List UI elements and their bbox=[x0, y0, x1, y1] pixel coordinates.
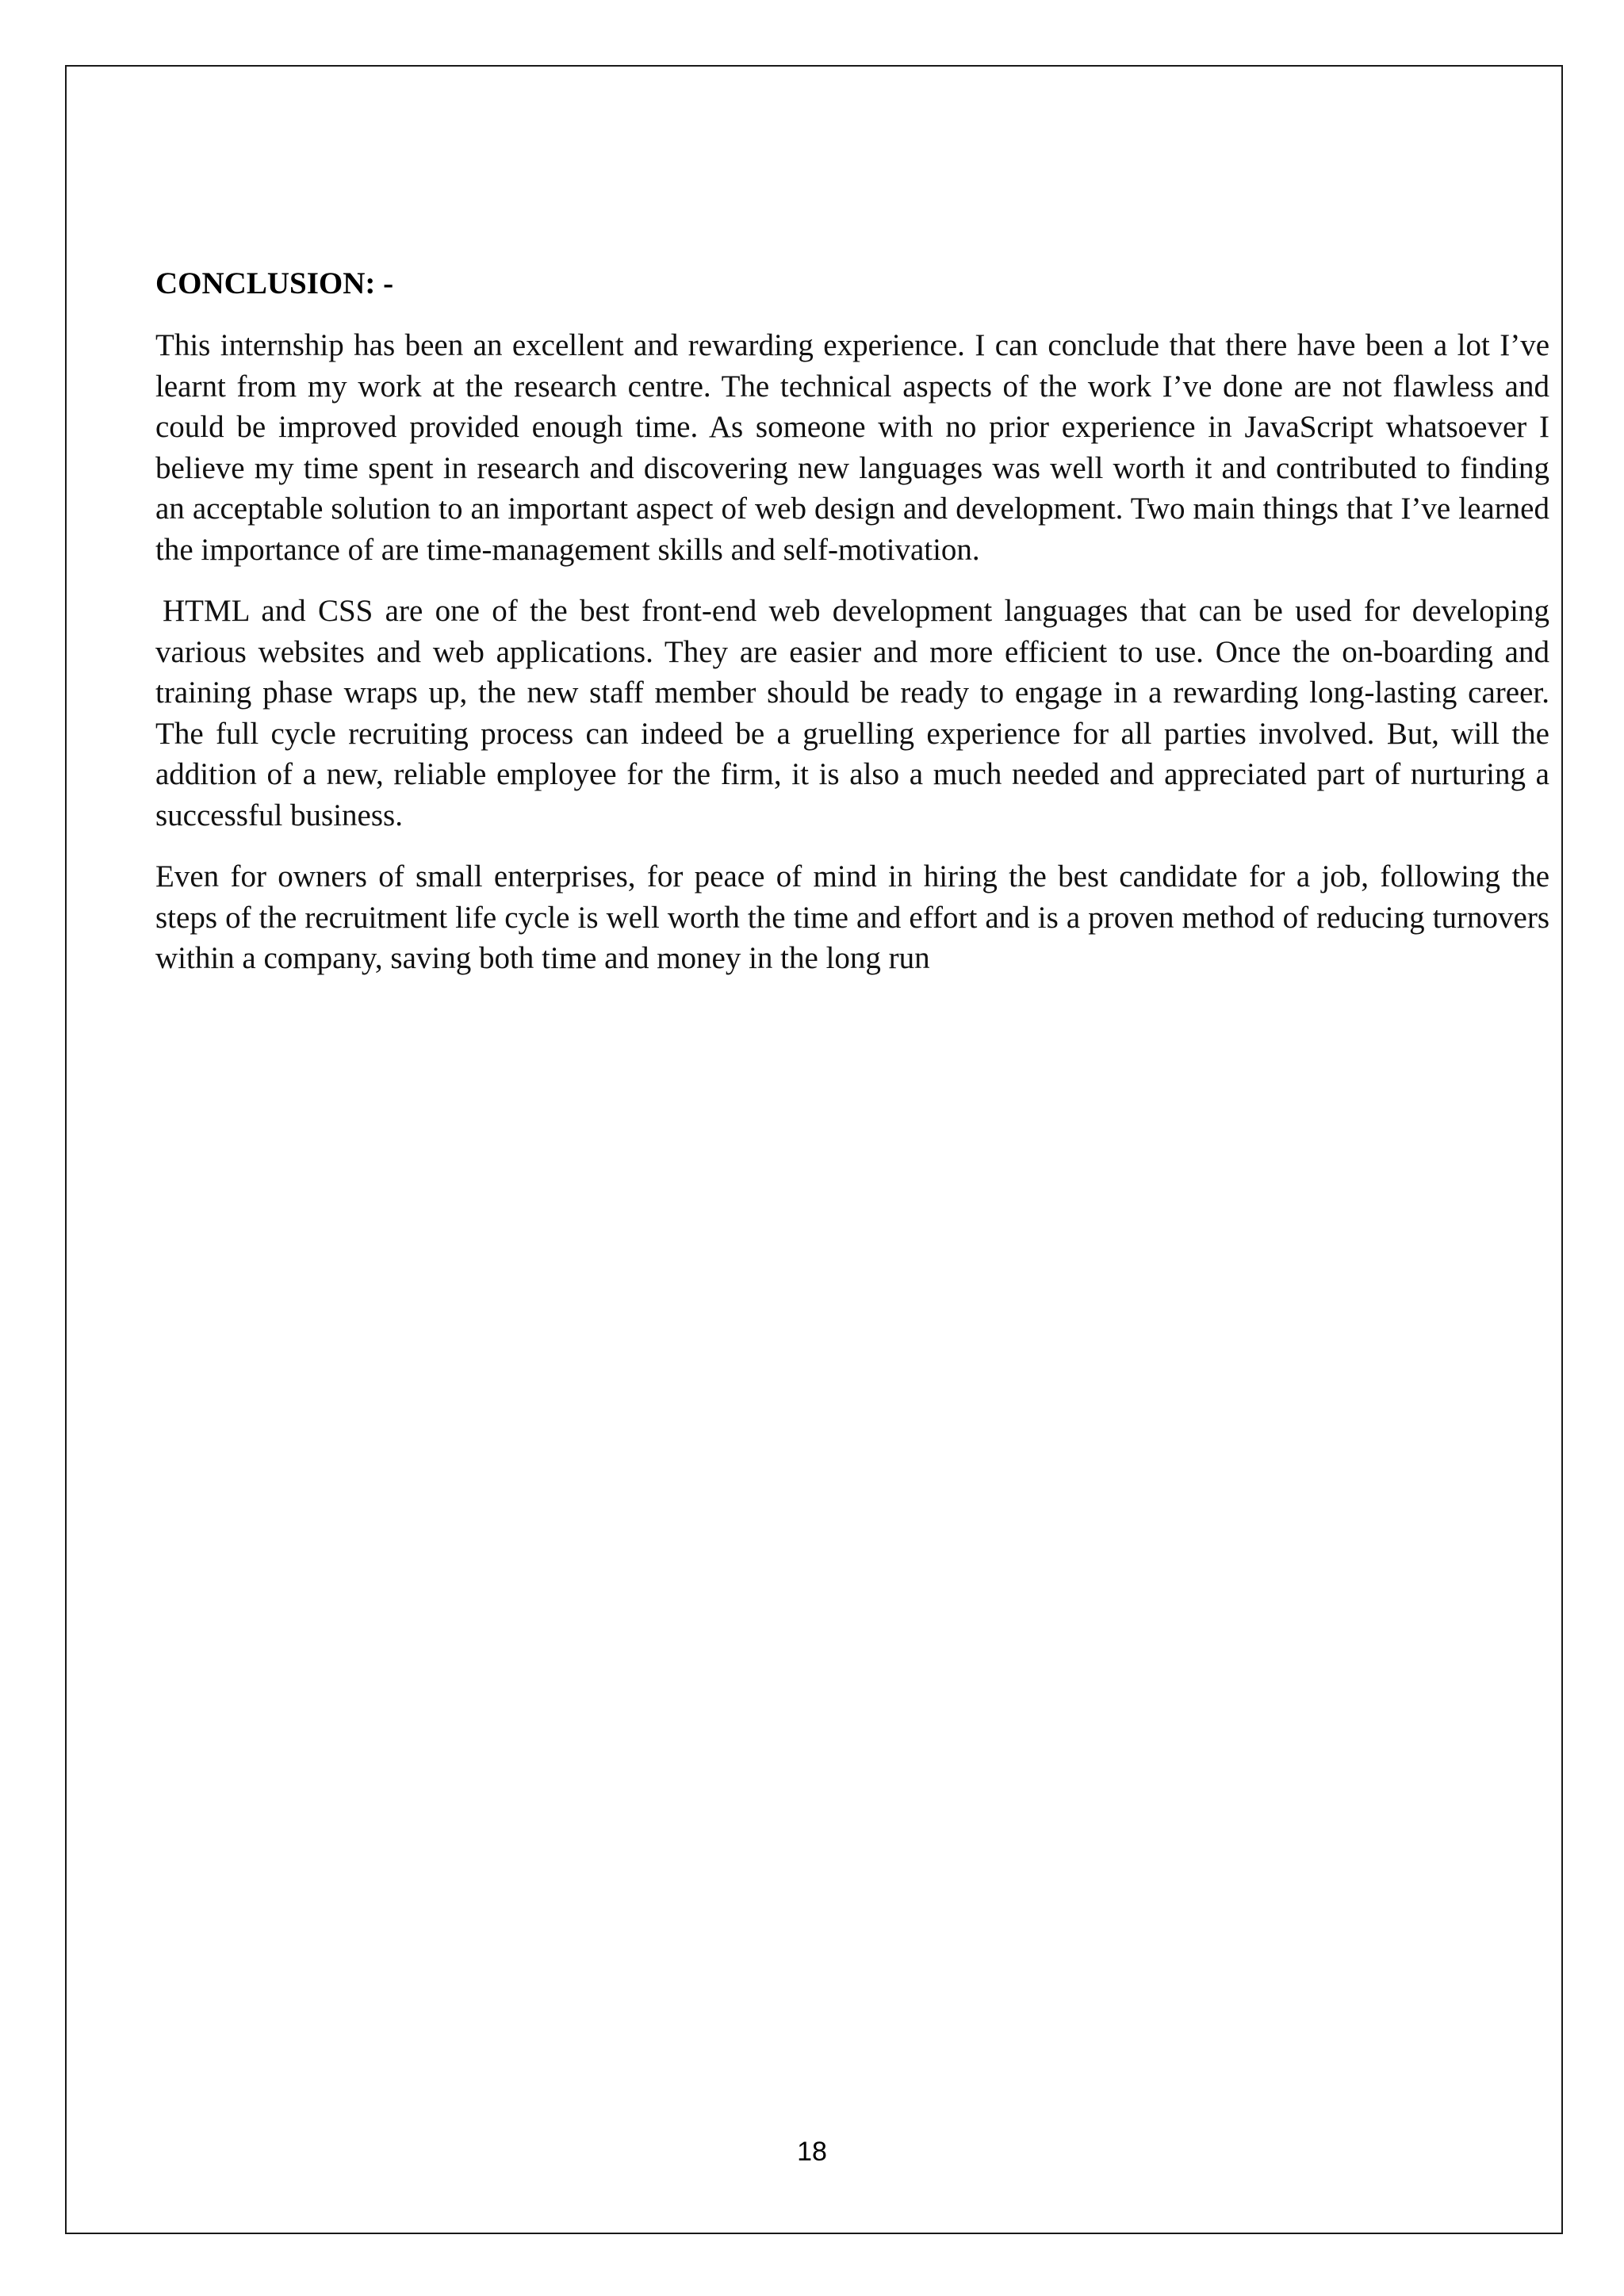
paragraph-recruitment: Even for owners of small enterprises, for peace of mind in hiring the best candidate for a job, following the steps of the recruitment life cycle is well worth the time and effort and is a proven method of reducing turnovers within a company, saving both time and money in the long run bbox=[155, 859, 1549, 975]
page-number: 18 bbox=[797, 2137, 827, 2167]
section-heading: CONCLUSION: - bbox=[155, 266, 394, 300]
document-body bbox=[155, 263, 1549, 1000]
paragraph-html-css: HTML and CSS are one of the best front-end web development languages that can be used for developing various websites and web applications. They are easier and more efficient to use. Once the on-boarding and training phase wraps up, the new staff member should be ready to engage in a rewarding long-lasting career. The full cycle recruiting process can indeed be a gruelling experience for all parties involved. But, will the addition of a new, reliable employee for the firm, it is also a much needed and appreciated part of nurturing a successful business. bbox=[155, 594, 1549, 832]
paragraph-internship-experience: This internship has been an excellent and rewarding experience. I can conclude that there have been a lot I’ve learnt from my work at the research centre. The technical aspects of the work I’ve done are not flawless and could be improved provided enough time. As someone with no prior experience in JavaScript whatsoever I believe my time spent in research and discovering new languages was well worth it and contributed to finding an acceptable solution to an important aspect of web design and development. Two main things that I’ve learned the importance of are time-management skills and self-motivation. bbox=[155, 328, 1549, 567]
